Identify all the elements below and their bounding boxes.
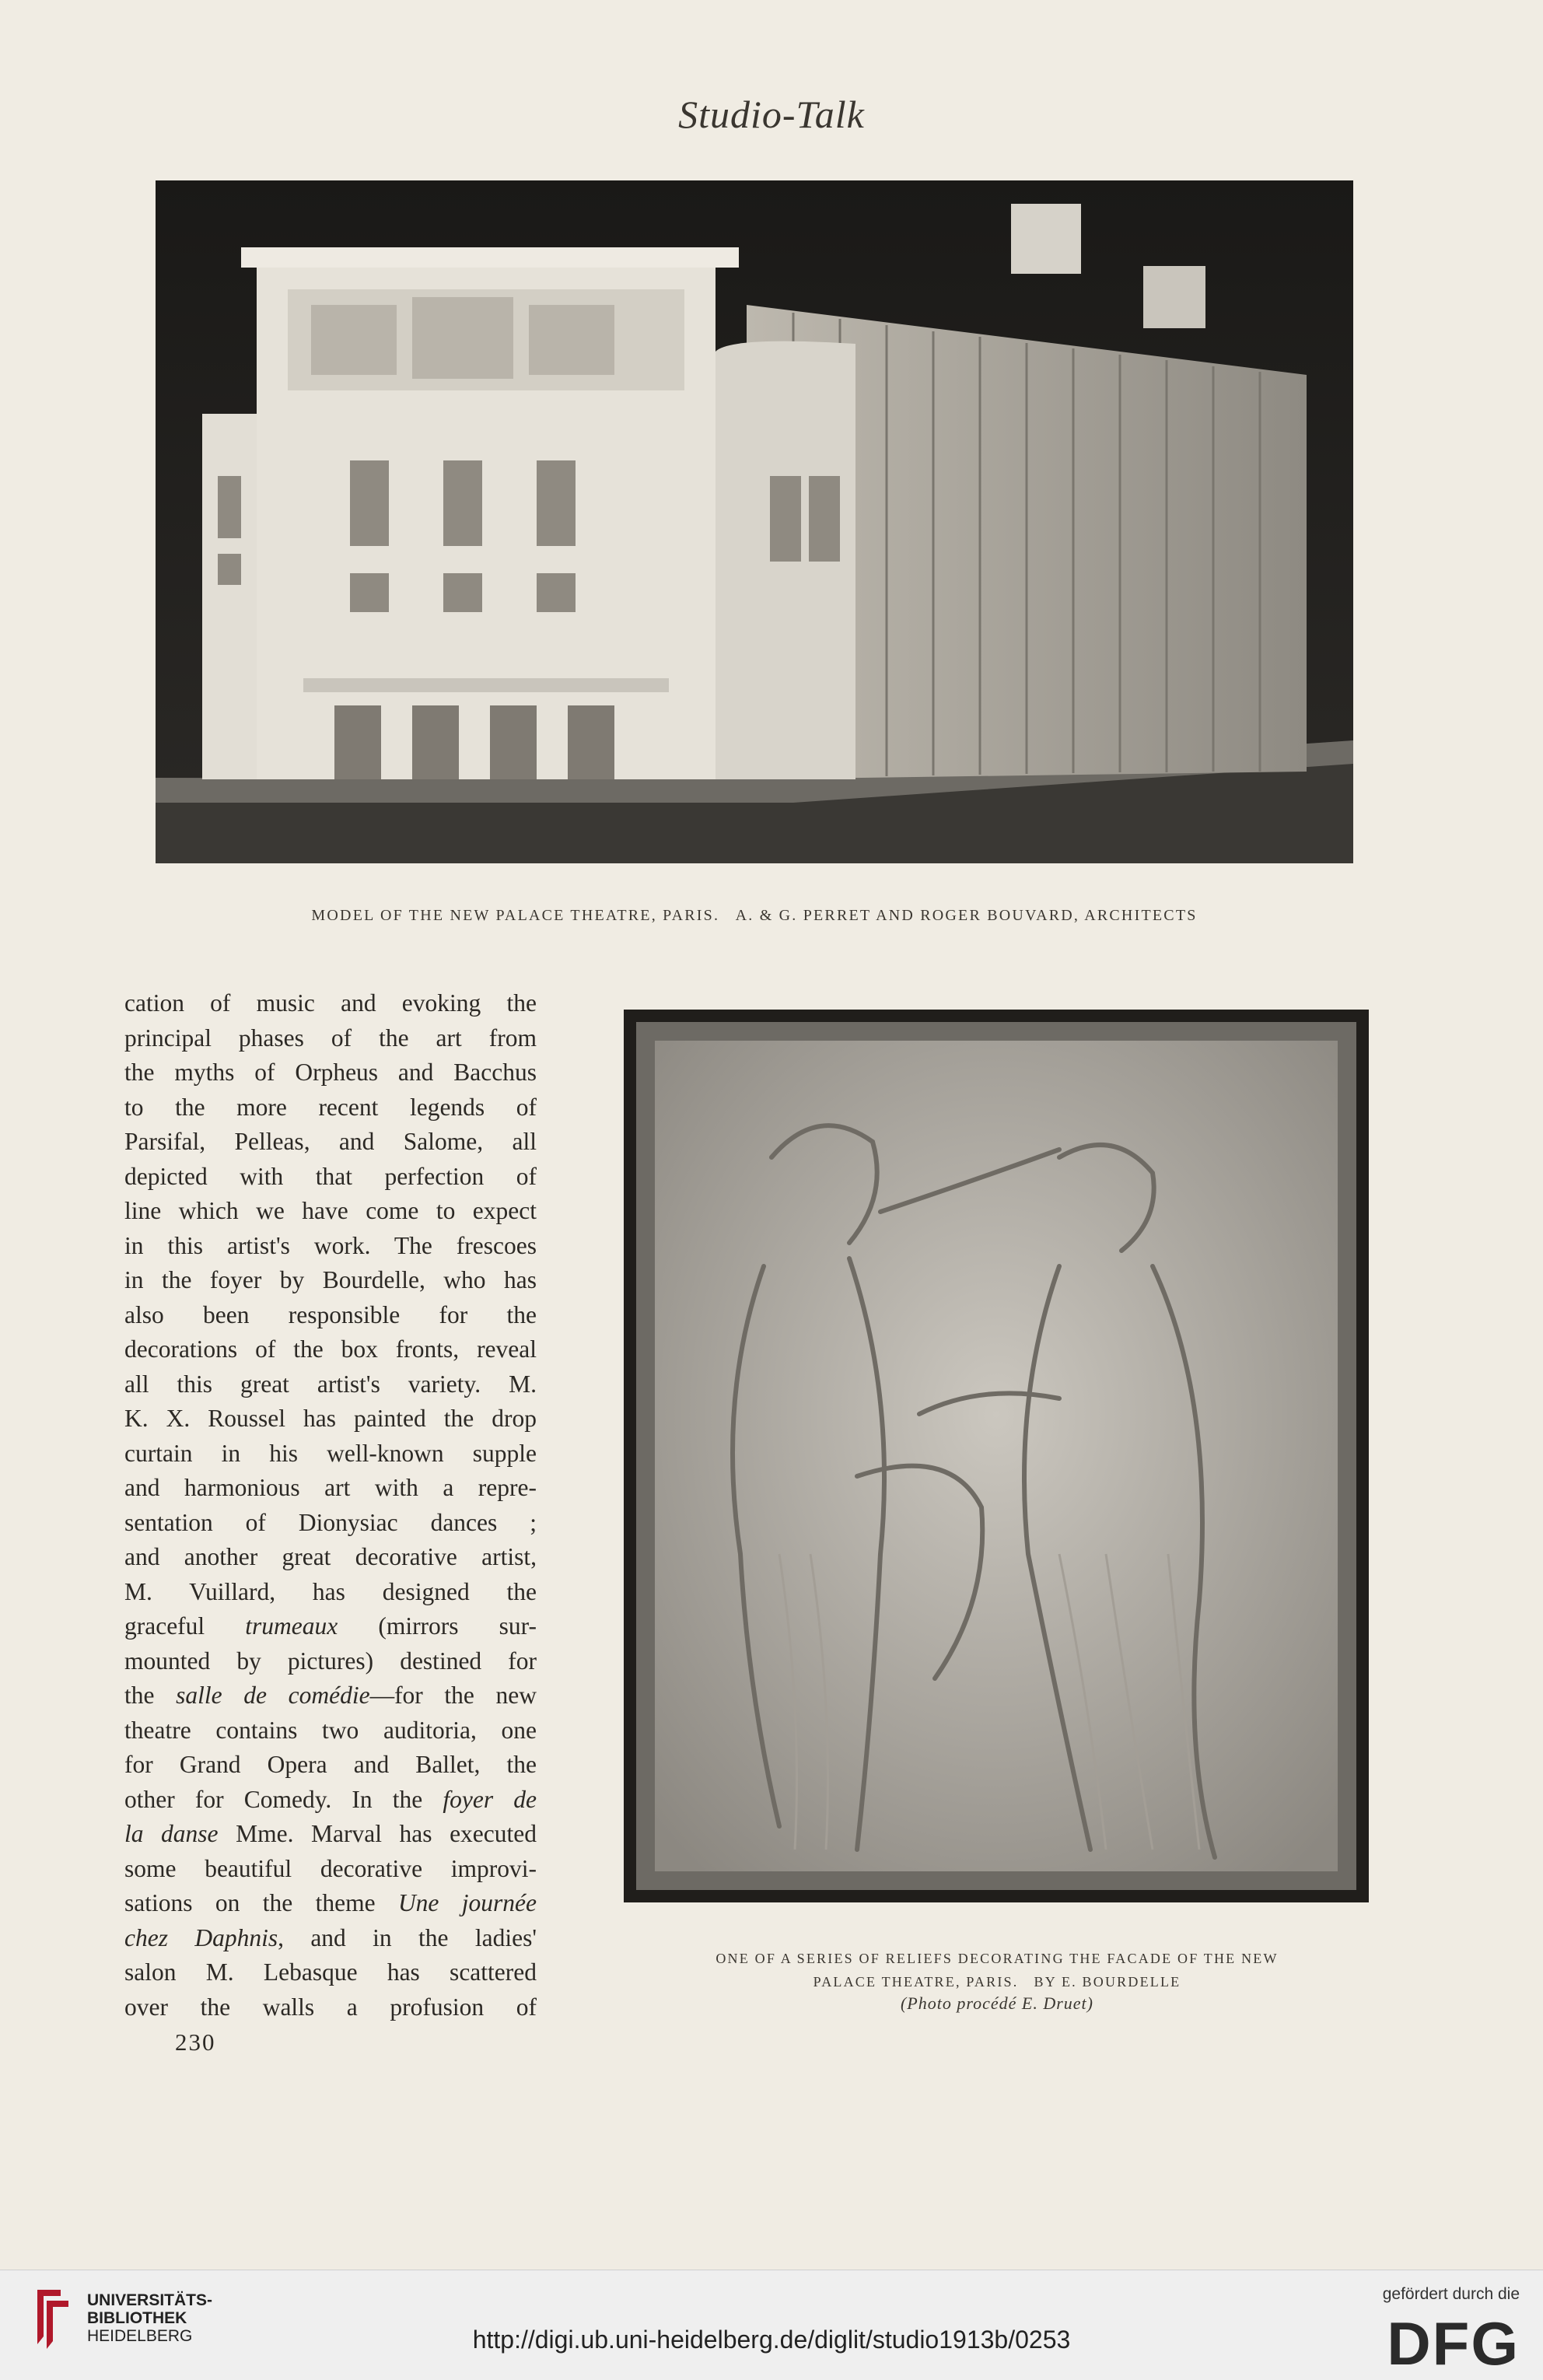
library-name-line3: HEIDELBERG (87, 2327, 193, 2345)
text-run: Mme. Marval has executed (218, 1820, 537, 1847)
text-line (124, 1783, 537, 1818)
text-line: mounted by pictures) destined for (124, 1647, 537, 1675)
text-line: and another great decorative artist, (124, 1543, 537, 1570)
figure2-caption-credit: (Photo procédé E. Druet) (900, 1993, 1093, 2013)
library-name-line1: UNIVERSITÄTS- (87, 2291, 213, 2309)
footer-bar (0, 2270, 1543, 2380)
text-line: sentation of Dionysiac dances ; (124, 1508, 537, 1536)
page-number: 230 (175, 2028, 216, 2056)
text-run: sations on the theme (124, 1889, 398, 1916)
figure2-caption-line2: PALACE THEATRE, PARIS. BY E. BOURDELLE (813, 1974, 1181, 1990)
italic-term: trumeaux (245, 1612, 338, 1640)
italic-term: chez Daphnis (124, 1923, 278, 1951)
text-run: graceful (124, 1612, 246, 1640)
text-line: over the walls a profusion of (124, 1993, 537, 2021)
text-line: M. Vuillard, has designed the (124, 1577, 537, 1605)
text-line (124, 1886, 537, 1921)
text-line: cation of music and evoking the (124, 989, 537, 1017)
text-line: the myths of Orpheus and Bacchus (124, 1059, 537, 1086)
text-line: depicted with that perfection of (124, 1162, 537, 1190)
italic-term: salle de comédie (176, 1682, 370, 1709)
text-line: line which we have come to expect (124, 1197, 537, 1224)
italic-term: foyer de (443, 1785, 537, 1813)
text-line: to the more recent legends of (124, 1093, 537, 1121)
text-line: also been responsible for the (124, 1300, 537, 1328)
figure1-caption: MODEL OF THE NEW PALACE THEATRE, PARIS. A. & G. PERRET AND ROGER BOUVARD, ARCHITECTS (311, 907, 1198, 924)
text-line (124, 1921, 537, 1956)
text-run: other for Comedy. In the (124, 1785, 443, 1813)
body-text (124, 986, 537, 2025)
text-run: (mirrors sur- (338, 1612, 537, 1640)
permalink-url[interactable]: http://digi.ub.uni-heidelberg.de/diglit/studio1913b/0253 (472, 2326, 1071, 2354)
text-line: and harmonious art with a repre- (124, 1474, 537, 1501)
dfg-logo: DFG (1387, 2309, 1520, 2378)
text-line: Parsifal, Pelleas, and Salome, all (124, 1128, 537, 1155)
text-run: the (124, 1682, 177, 1709)
text-line (124, 1817, 537, 1852)
italic-term: la danse (124, 1820, 219, 1847)
figure2-caption-line1: ONE OF A SERIES OF RELIEFS DECORATING THE FACADE OF THE NEW (716, 1951, 1279, 1966)
text-line: principal phases of the art from (124, 1024, 537, 1052)
text-run: —for the new (369, 1682, 537, 1709)
text-line: salon M. Lebasque has scattered (124, 1958, 537, 1986)
funding-note: gefördert durch die (1382, 2285, 1520, 2303)
text-run: , and in the ladies' (278, 1923, 537, 1951)
text-line (124, 1609, 537, 1644)
text-line: all this great artist's variety. M. (124, 1370, 537, 1398)
theatre-model-photo (156, 180, 1353, 863)
library-name-line2: BIBLIOTHEK (87, 2309, 187, 2327)
text-line: for Grand Opera and Ballet, the (124, 1751, 537, 1778)
text-line (124, 1678, 537, 1713)
text-line: curtain in his well-known supple (124, 1439, 537, 1467)
text-line: some beautiful decorative improvi- (124, 1854, 537, 1882)
running-head: Studio-Talk (678, 93, 865, 136)
text-line: decorations of the box fronts, reveal (124, 1335, 537, 1363)
text-line: K. X. Roussel has painted the drop (124, 1405, 537, 1432)
text-line: in the foyer by Bourdelle, who has (124, 1266, 537, 1293)
text-line: in this artist's work. The frescoes (124, 1231, 537, 1259)
italic-term: Une journée (397, 1889, 537, 1916)
text-line: theatre contains two auditoria, one (124, 1716, 537, 1744)
bourdelle-relief-photo (624, 1010, 1369, 1902)
